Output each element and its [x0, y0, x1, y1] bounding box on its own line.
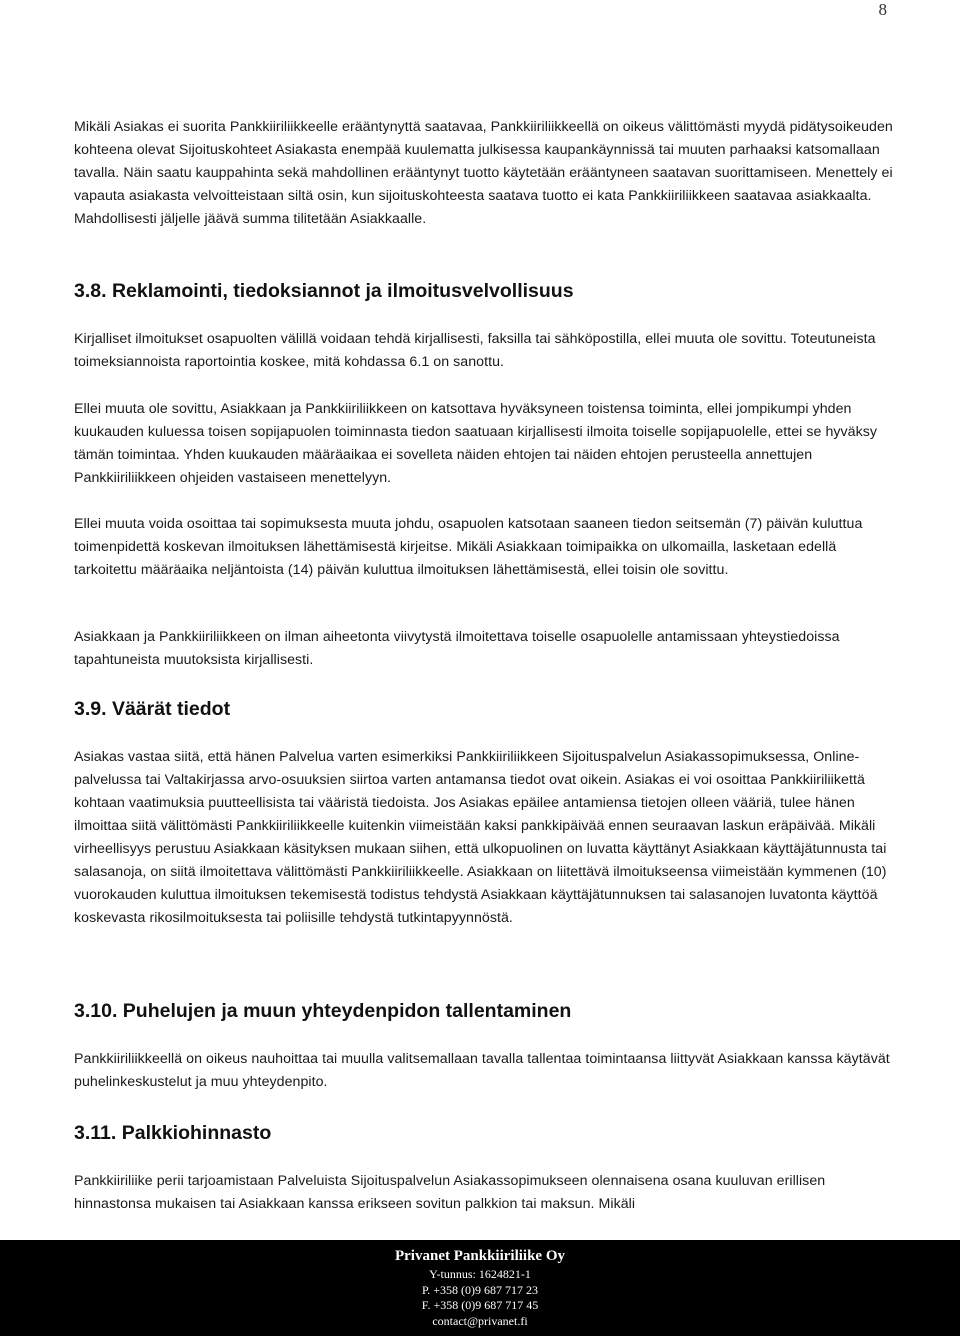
paragraph-written-notices: Kirjalliset ilmoitukset osapuolten välillä voidaan tehdä kirjallisesti, faksilla tai sähköpostilla, ellei muuta ole sovittu. Toteutuneista toimeksiannoista raportointia koskee, mitä kohdassa 6.1 on sanottu. [74, 331, 876, 370]
paragraph-contact-changes: Asiakkaan ja Pankkiiriliikkeen on ilman aiheetonta viivytystä ilmoitettava toiselle osapuolelle antamissaan yhteystiedoissa tapahtuneista muutoksista kirjallisesti. [74, 629, 840, 668]
footer-fax: F. +358 (0)9 687 717 45 [421, 1298, 539, 1312]
section-heading-3-9: 3.9. Väärät tiedot [74, 698, 231, 720]
page-number: 8 [878, 0, 887, 19]
section-heading-3-10: 3.10. Puhelujen ja muun yhteydenpidon tallentaminen [74, 1000, 572, 1022]
paragraph-notice-timing: Ellei muuta voida osoittaa tai sopimuksesta muuta johdu, osapuolen katsotaan saaneen tiedon seitsemän (7) päivän kuluttua toimenpidettä koskevan ilmoituksen lähettämisestä kirjeitse. Mikäli Asiakkaan toimipaikka on ulkomailla, lasketaan edellä tarkoitettu määräaika neljäntoista (14) päivän kuluttua ilmoituksen lähettämisestä, ellei toisin ole sovittu. [74, 516, 863, 578]
paragraph-call-recording: Pankkiiriliikkeellä on oikeus nauhoittaa tai muulla valitsemallaan tavalla tallentaa toimintaansa liittyvät Asiakkaan kanssa käytävät puhelinkeskustelut ja muu yhteydenpito. [74, 1051, 890, 1090]
section-heading-3-8: 3.8. Reklamointi, tiedoksiannot ja ilmoitusvelvollisuus [74, 280, 574, 302]
paragraph-incorrect-information: Asiakas vastaa siitä, että hänen Palvelua varten esimerkiksi Pankkiiriliikkeen Sijoituspalvelun Asiakassopimuksessa, Online-palvelussa tai Valtakirjassa arvo-osuuksien siirtoa varten antamansa tiedot ovat oikein. Asiakas ei voi osoittaa Pankkiiriliikettä kohtaan vaatimuksia puutteellisista tai vääristä tiedoista. Jos Asiakas epäilee antamiensa tietojen olleen vääriä, tulee hänen ilmoittaa siitä välittömästi Pankkiiriliikkeelle kuitenkin viimeistään kaksi pankkipäivää ennen seuraavan laskun eräpäivää. Mikäli virheellisyys perustuu Asiakkaan käsityksen mukaan siihen, että ulkopuolinen on luvatta käyttänyt Asiakkaan käyttäjätunnusta tai salasanoja, on siitä ilmoitettava välittömästi Pankkiiriliikkeelle. Asiakkaan on liitettävä ilmoitukseensa viimeistään kymmenen (10) vuorokauden kuluttua ilmoituksen tekemisestä todistus tehdystä Asiakkaan käyttäjätunnuksen tai salasanojen luvatonta käyttöä koskevasta rikosilmoituksesta tai poliisille tehdystä tutkintapyynnöstä. [74, 749, 887, 926]
footer-email: contact@privanet.fi [432, 1314, 528, 1328]
footer-phone: P. +358 (0)9 687 717 23 [421, 1283, 539, 1297]
page-footer [0, 1240, 960, 1336]
paragraph-acceptance: Ellei muuta ole sovittu, Asiakkaan ja Pankkiiriliikkeen on katsottava hyväksyneen toistensa toiminta, ellei jompikumpi yhden kuukauden kuluessa toisen sopijapuolen toiminnasta tiedon saatuaan kirjallisesti ilmoita toiselle sopijapuolelle, ettei se hyväksy tämän toimintaa. Yhden kuukauden määräaikaa ei sovelleta näiden ehtojen tai näiden ehtojen perusteella annettujen Pankkiiriliikkeen ohjeiden vastaiseen menettelyyn. [74, 401, 878, 486]
footer-company-name: Privanet Pankkiiriliike Oy [394, 1248, 565, 1264]
section-heading-3-11: 3.11. Palkkiohinnasto [74, 1122, 272, 1144]
paragraph-collateral-sale: Mikäli Asiakas ei suorita Pankkiiriliikkeelle erääntynyttä saatavaa, Pankkiiriliikkeellä on oikeus välittömästi myydä pidätysoikeuden kohteena olevat Sijoituskohteet Asiakasta enempää kuulematta julkisessa kaupankäynnissä tai muuten parhaaksi katsomallaan tavalla. Näin saatu kauppahinta sekä mahdollinen erääntynyt tuotto käytetään erääntyneen saatavan suorittamiseen. Menettely ei vapauta asiakasta velvoitteistaan siltä osin, kun sijoituskohteesta saatava tuotto ei kata Pankkiiriliikkeen saatavaa asiakkaalta. Mahdollisesti jäljelle jäävä summa tilitetään Asiakkaalle. [74, 119, 893, 227]
footer-business-id: Y-tunnus: 1624821-1 [429, 1267, 531, 1281]
paragraph-fee-schedule: Pankkiiriliike perii tarjoamistaan Palveluista Sijoituspalvelun Asiakassopimukseen olennaisena osana kuuluvan erillisen hinnastonsa mukaisen tai Asiakkaan kanssa erikseen sovitun palkkion tai maksun. Mikäli [74, 1173, 826, 1212]
